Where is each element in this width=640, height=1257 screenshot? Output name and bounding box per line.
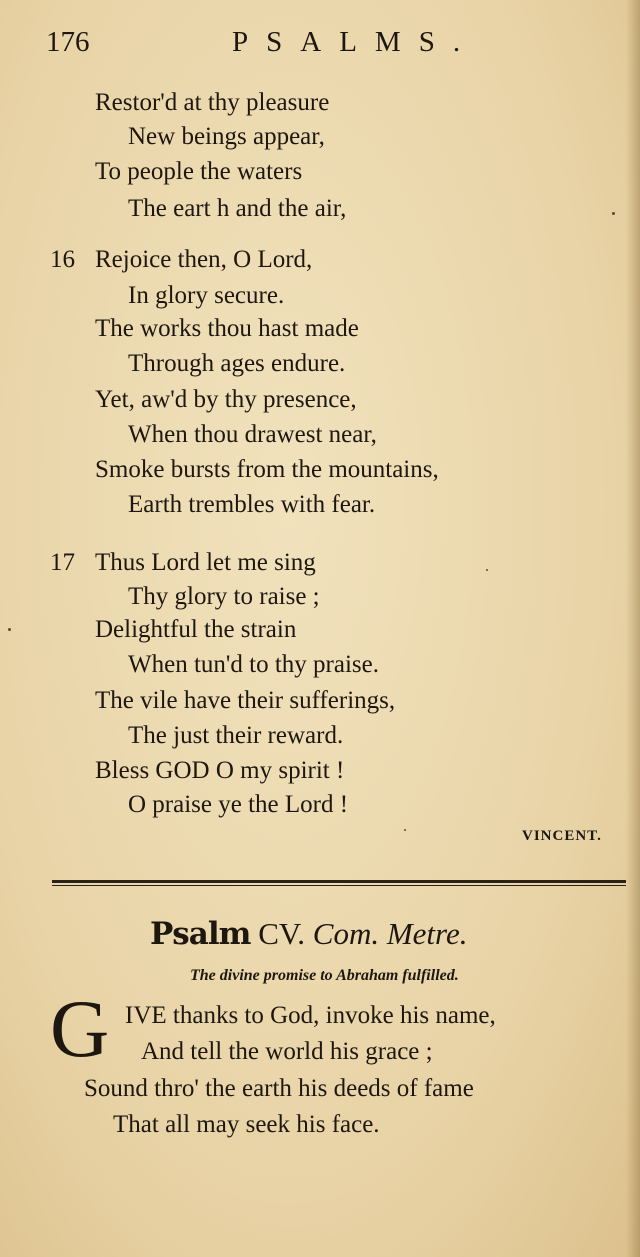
- verse-line: That all may seek his face.: [113, 1111, 380, 1138]
- verse-line: New beings appear,: [128, 123, 325, 150]
- verse-line: Bless GOD O my spirit !: [95, 757, 345, 784]
- verse-line: Sound thro' the earth his deeds of fame: [84, 1075, 474, 1102]
- verse-line: Thus Lord let me sing: [95, 549, 316, 576]
- verse-line: In glory secure.: [128, 282, 285, 309]
- verse-line: The just their reward.: [128, 722, 344, 749]
- psalm-heading: [150, 916, 467, 952]
- verse-line: O praise ye the Lord !: [128, 791, 349, 818]
- page-number: 176: [46, 26, 90, 58]
- verse-line: Delightful the strain: [95, 616, 297, 643]
- verse-line: Smoke bursts from the mountains,: [95, 456, 439, 483]
- verse-line: The works thou hast made: [95, 315, 359, 342]
- author-attribution: VINCENT.: [522, 828, 602, 844]
- verse-line: Yet, aw'd by thy presence,: [95, 386, 357, 413]
- verse-line: Restor'd at thy pleasure: [95, 89, 330, 116]
- verse-line: The vile have their sufferings,: [95, 687, 396, 714]
- psalm-number: CV.: [258, 916, 306, 951]
- ink-speck: [404, 829, 406, 831]
- verse-line: Rejoice then, O Lord,: [95, 246, 313, 273]
- psalm-metre: Com. Metre.: [312, 916, 468, 951]
- drop-cap: G: [50, 983, 110, 1074]
- ink-speck: [8, 628, 11, 631]
- verse-line: The eart h and the air,: [128, 195, 347, 222]
- page-header: [46, 26, 586, 66]
- verse-line: Thy glory to raise ;: [128, 583, 320, 610]
- running-title: PSALMS.: [232, 26, 479, 58]
- verse-line: Earth trembles with fear.: [128, 491, 376, 518]
- verse-line: Through ages endure.: [128, 350, 346, 377]
- page-fold-shadow: [626, 0, 640, 1257]
- verse-line: IVE thanks to God, invoke his name,: [125, 1002, 496, 1029]
- divider-rule-thick: [52, 880, 626, 883]
- verse-line: When tun'd to thy praise.: [128, 651, 379, 678]
- ink-speck: [486, 569, 488, 571]
- ink-speck: [612, 212, 615, 215]
- divider-rule-thin: [52, 885, 626, 886]
- psalm-blackletter-label: Psalm: [150, 916, 251, 952]
- psalm-subtitle: The divine promise to Abraham fulfilled.: [190, 967, 459, 984]
- verse-number: 17: [50, 549, 75, 576]
- verse-line: When thou drawest near,: [128, 421, 377, 448]
- verse-line: To people the waters: [95, 158, 303, 185]
- verse-number: 16: [50, 246, 75, 273]
- verse-line: And tell the world his grace ;: [141, 1038, 433, 1065]
